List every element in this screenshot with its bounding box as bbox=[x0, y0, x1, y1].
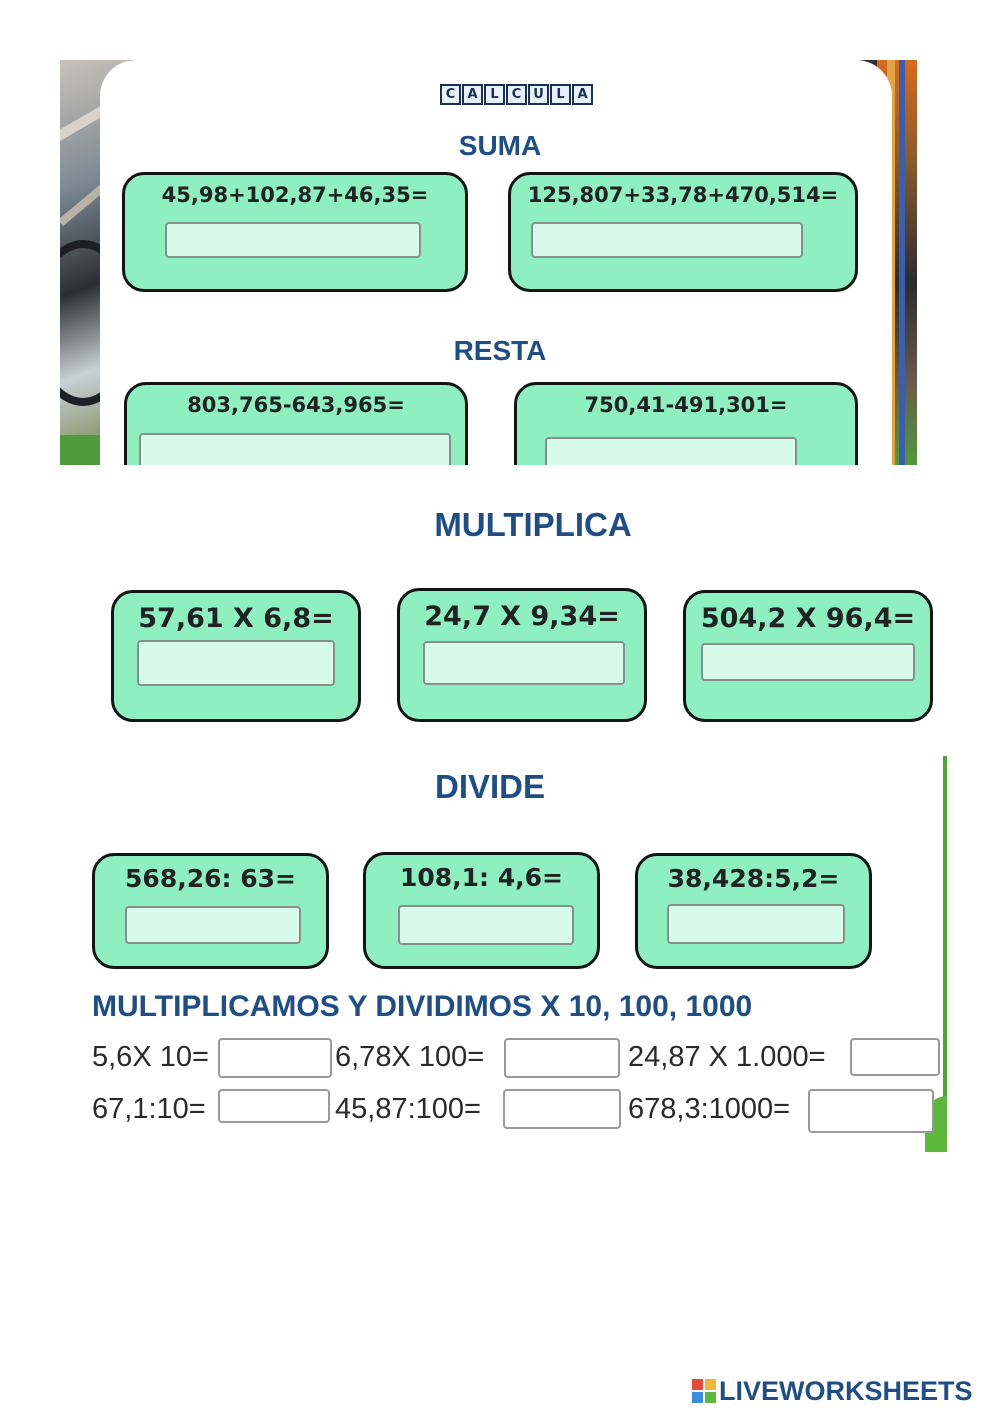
divide-expression-2: 108,1: 4,6= bbox=[399, 863, 563, 892]
suma-expression-1: 45,98+102,87+46,35= bbox=[161, 183, 429, 207]
worksheet-sheet bbox=[100, 60, 892, 465]
potencias-answer-input-3[interactable] bbox=[850, 1038, 940, 1076]
potencias-expression-2: 6,78X 100= bbox=[335, 1041, 485, 1073]
multiplica-answer-input-1[interactable] bbox=[137, 640, 335, 686]
resta-card-1 bbox=[124, 382, 468, 465]
title-tile: A bbox=[462, 84, 483, 105]
suma-heading: SUMA bbox=[458, 130, 542, 161]
resta-answer-input-2[interactable] bbox=[545, 437, 797, 465]
potencias-answer-input-1[interactable] bbox=[218, 1038, 332, 1078]
liveworksheets-wordmark: LIVEWORKSHEETS bbox=[719, 1375, 973, 1406]
divide-card-3 bbox=[635, 853, 872, 969]
divide-answer-input-2[interactable] bbox=[398, 905, 574, 945]
suma-expression-2: 125,807+33,78+470,514= bbox=[527, 183, 839, 207]
suma-card-2 bbox=[508, 172, 858, 292]
resta-expression-2: 750,41-491,301= bbox=[584, 393, 788, 417]
resta-heading: RESTA bbox=[453, 335, 547, 366]
divide-heading: DIVIDE bbox=[434, 768, 546, 805]
resta-answer-input-1[interactable] bbox=[139, 433, 451, 465]
potencias-answer-input-6[interactable] bbox=[808, 1089, 934, 1133]
resta-expression-1: 803,765-643,965= bbox=[187, 393, 405, 417]
multiplica-card-3 bbox=[683, 590, 933, 722]
potencias-expression-1: 5,6X 10= bbox=[92, 1041, 209, 1073]
title-tile: L bbox=[484, 84, 505, 105]
potencias-answer-input-4[interactable] bbox=[218, 1089, 330, 1123]
title-tile: L bbox=[550, 84, 571, 105]
potencias-answer-input-2[interactable] bbox=[504, 1038, 620, 1078]
multiplica-card-2 bbox=[397, 588, 647, 722]
divide-panel bbox=[60, 756, 947, 1152]
title-tile: C bbox=[506, 84, 527, 105]
multiplica-expression-1: 57,61 X 6,8= bbox=[138, 603, 334, 634]
potencias-expression-3: 24,87 X 1.000= bbox=[628, 1041, 826, 1073]
green-border bbox=[943, 756, 947, 1152]
multiplica-expression-3: 504,2 X 96,4= bbox=[700, 603, 916, 634]
multiplica-answer-input-3[interactable] bbox=[701, 643, 915, 681]
potencias-expression-4: 67,1:10= bbox=[92, 1093, 206, 1125]
potencias-expression-5: 45,87:100= bbox=[335, 1093, 481, 1125]
divide-card-1 bbox=[92, 853, 329, 969]
multiplica-heading: MULTIPLICA bbox=[434, 506, 632, 543]
divide-answer-input-1[interactable] bbox=[125, 906, 301, 944]
multiplica-expression-2: 24,7 X 9,34= bbox=[424, 601, 620, 632]
multiplica-panel bbox=[60, 478, 940, 740]
divide-expression-1: 568,26: 63= bbox=[125, 864, 296, 893]
divide-expression-3: 38,428:5,2= bbox=[667, 864, 840, 893]
divide-answer-input-3[interactable] bbox=[667, 904, 845, 944]
resta-card-2 bbox=[514, 382, 858, 465]
potencias-heading: MULTIPLICAMOS Y DIVIDIMOS X 10, 100, 1000 bbox=[92, 990, 753, 1023]
calcula-title-tiles bbox=[440, 84, 594, 105]
potencias-expression-6: 678,3:1000= bbox=[628, 1093, 791, 1125]
suma-answer-input-1[interactable] bbox=[165, 222, 421, 258]
multiplica-answer-input-2[interactable] bbox=[423, 641, 625, 685]
liveworksheets-brand bbox=[692, 1376, 973, 1406]
title-tile: C bbox=[440, 84, 461, 105]
suma-answer-input-2[interactable] bbox=[531, 222, 803, 258]
multiplica-card-1 bbox=[111, 590, 361, 722]
divide-card-2 bbox=[363, 852, 600, 969]
title-tile: U bbox=[528, 84, 549, 105]
liveworksheets-logo-icon bbox=[692, 1379, 716, 1403]
suma-card-1 bbox=[122, 172, 468, 292]
title-tile: A bbox=[572, 84, 593, 105]
calcula-panel bbox=[60, 60, 917, 465]
potencias-answer-input-5[interactable] bbox=[503, 1089, 621, 1129]
